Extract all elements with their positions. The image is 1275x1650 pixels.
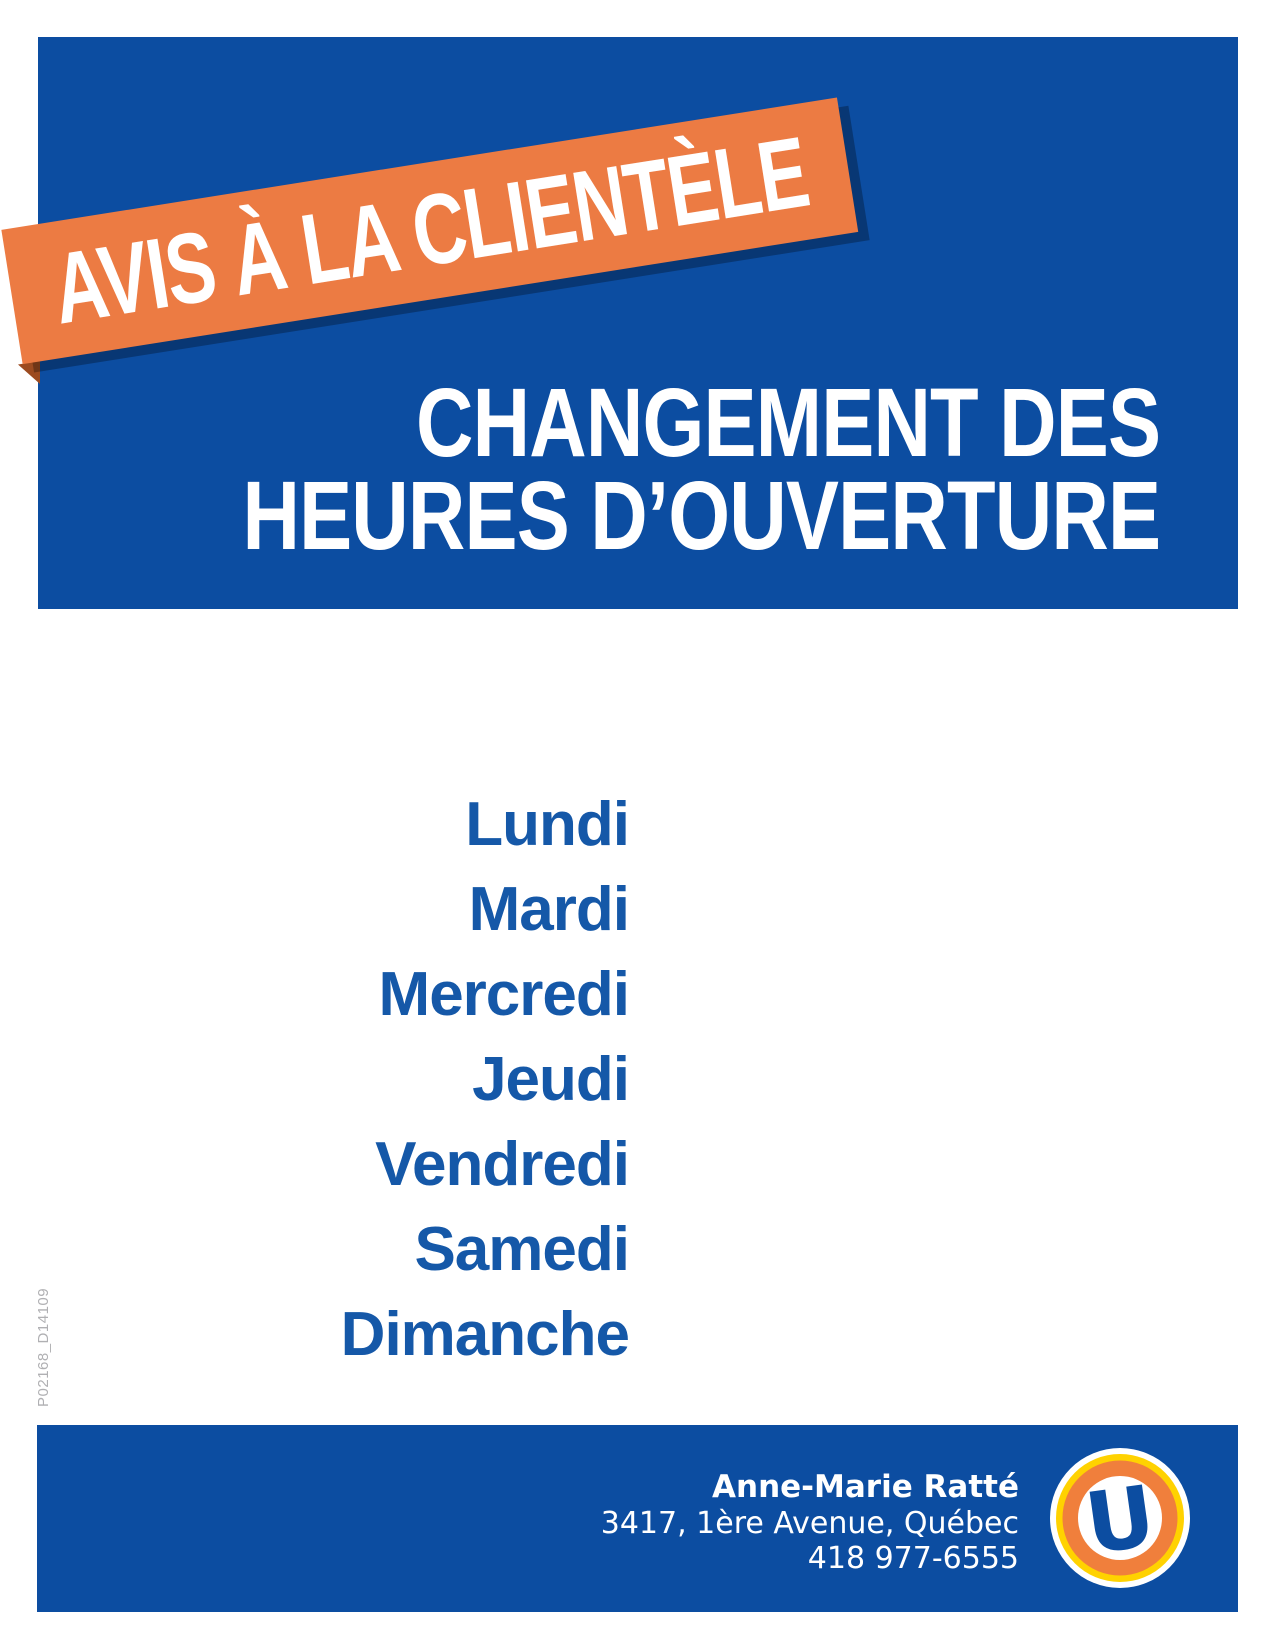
title-line-2: HEURES D’OUVERTURE [242, 461, 1160, 570]
print-code: P02168_D14109 [35, 1287, 52, 1407]
ribbon-fold [18, 361, 40, 384]
title-line-1: CHANGEMENT DES [415, 368, 1161, 477]
day-tuesday: Mardi [468, 875, 629, 944]
logo-letter: U [1079, 1466, 1161, 1574]
day-wednesday: Mercredi [378, 960, 629, 1029]
store-contact-block [601, 1469, 1019, 1576]
day-saturday: Samedi [414, 1215, 629, 1284]
footer-bar [37, 1425, 1238, 1612]
day-sunday: Dimanche [340, 1300, 629, 1369]
store-address: 3417, 1ère Avenue, Québec [600, 1506, 1019, 1541]
day-thursday: Jeudi [472, 1045, 629, 1114]
days-list [341, 782, 629, 1377]
main-title [41, 368, 1161, 570]
store-owner-name: Anne-Marie Ratté [712, 1469, 1019, 1505]
store-phone: 418 977-6555 [807, 1541, 1019, 1576]
day-friday: Vendredi [375, 1130, 629, 1199]
day-monday: Lundi [465, 790, 629, 859]
ribbon-label: AVIS À LA CLIENTÈLE [45, 115, 815, 346]
store-logo-icon [1050, 1448, 1190, 1588]
